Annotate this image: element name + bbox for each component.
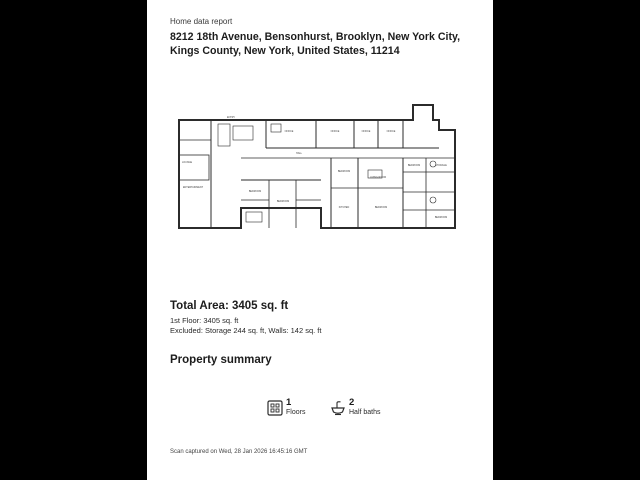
room-label: OFFICE <box>284 130 294 133</box>
floors-icon <box>267 400 283 416</box>
report-page <box>147 0 493 480</box>
property-address: 8212 18th Avenue, Bensonhurst, Brooklyn, New York City, Kings County, New York, United States, 11214 <box>170 31 461 57</box>
sink-icon <box>330 400 346 416</box>
room-label: STORAGE <box>435 164 447 167</box>
floors-count: 1 <box>286 397 292 408</box>
excluded-area: Excluded: Storage 244 sq. ft, Walls: 142 sq. ft <box>170 326 322 335</box>
report-label: Home data report <box>170 17 233 26</box>
half-baths-count: 2 <box>349 397 355 408</box>
room-label: OFFICE <box>386 130 396 133</box>
floors-label: Floors <box>286 409 306 416</box>
room-label: HALL <box>296 152 302 155</box>
room-label: BEDROOM <box>248 190 262 193</box>
room-label: ENTRY <box>226 116 236 119</box>
floor-plan <box>171 100 469 236</box>
floors-stat <box>267 398 305 417</box>
room-label: BEDROOM <box>337 170 351 173</box>
room-label: OFFICE <box>361 130 371 133</box>
room-label: BEDROOM <box>276 200 290 203</box>
room-label: LOUNGE <box>181 161 193 164</box>
room-label: LIVING ROOM <box>370 176 386 179</box>
room-label: ENTERTAINMENT <box>182 186 204 189</box>
room-label: OFFICE <box>330 130 340 133</box>
room-label: BEDROOM <box>374 206 388 209</box>
scan-timestamp: Scan captured on Wed, 28 Jan 2026 16:45:16 GMT <box>170 449 308 455</box>
total-area: Total Area: 3405 sq. ft <box>170 300 289 312</box>
property-summary-title: Property summary <box>170 354 272 366</box>
floor-area: 1st Floor: 3405 sq. ft <box>170 316 239 325</box>
room-label: BEDROOM <box>407 164 421 167</box>
half-baths-label: Half baths <box>349 409 381 416</box>
room-label: KITCHEN <box>338 206 350 209</box>
room-label: BEDROOM <box>434 216 448 219</box>
half-baths-stat <box>330 398 381 417</box>
